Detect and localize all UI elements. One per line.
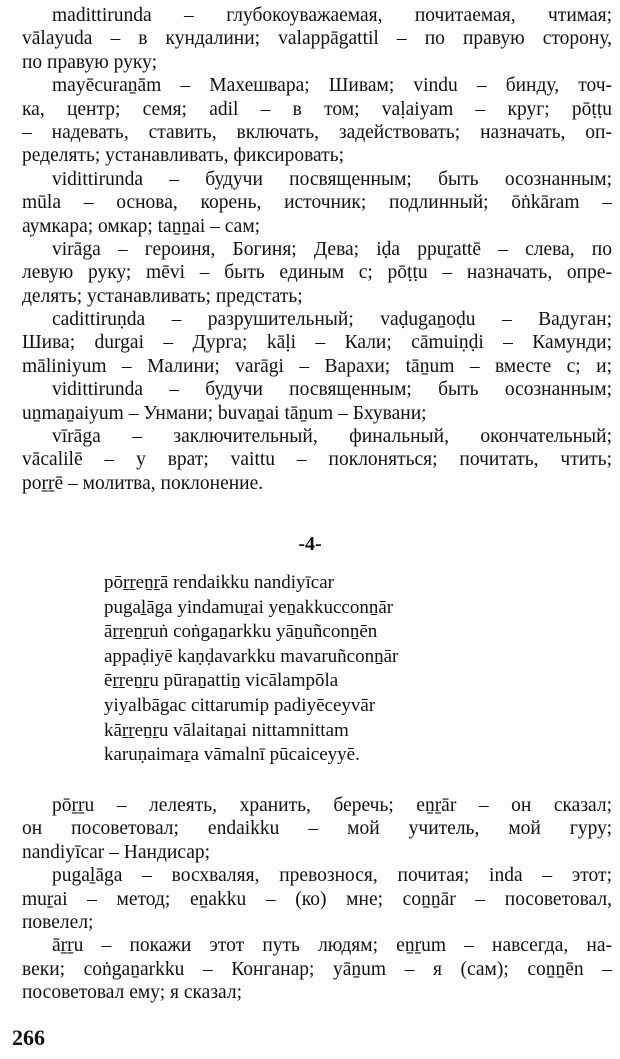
text-line: посоветовал ему; я сказал;: [22, 982, 243, 1004]
text-line: веки; coṅgaṉarkku – Конганар; yāṉum – я (сам); coṉṉēn –: [22, 958, 612, 980]
verse-line: pōṟṟeṉṟā rendaikku nandiyīcar: [104, 572, 335, 593]
text-line: vidittirunda – будучи посвященным; быть осознанным;: [52, 168, 612, 190]
text-line: mūla – основа, корень, источник; подлинный; ōṅkāram –: [22, 192, 612, 214]
text-line: pugaḻāga – восхваляя, превознося, почитая; inda – этот;: [52, 865, 612, 887]
text-line: āṟṟu – покажи этот путь людям; eṉṟum – навсегда, на-: [52, 935, 612, 957]
text-line: muṟai – метод; eṉakku – (ко) мне; coṉṉār – посоветовал,: [22, 888, 612, 910]
text-line: vidittirunda – будучи посвященным; быть осознанным;: [52, 379, 612, 401]
text-line: vālayuda – в кундалини; valappāgattil – по правую сторону,: [22, 28, 612, 50]
text-line: cadittiruṇda – разрушительный; vaḍugaṉoḍu – Вадуган;: [52, 309, 612, 331]
text-line: mayēcuraṉām – Махешвара; Шивам; vindu – бинду, точ-: [52, 75, 612, 97]
page-number: 266: [12, 1025, 45, 1050]
text-line: vācalilē – у врат; vaittu – поклоняться; почитать, чтить;: [22, 449, 612, 471]
text-line: повелел;: [22, 911, 94, 933]
verse-line: āṟṟeṉṟuṅ coṅgaṉarkku yāṉuñconṉēn: [104, 621, 378, 643]
text-line: Шива; durgai – Дурга; kāḷi – Кали; cāmuiṇḍi – Камунди;: [22, 332, 612, 354]
text-line: madittirunda – глубокоуважаемая, почитаемая, чтимая;: [52, 5, 612, 26]
verse-line: karuṇaimaṟa vāmalnī pūcaiceyyē.: [104, 744, 360, 766]
glossary-block-bottom: [22, 794, 612, 1005]
verse-line: yiyalbāgac cittarumip padiyēceyvār: [104, 694, 376, 716]
verse-line: kāṟṟeṉṟu vālaitaṉai nittamnittam: [104, 719, 349, 741]
text-line: pōṟṟu – лелеять, хранить, беречь; eṉṟār – он сказал;: [52, 795, 612, 816]
text-line: māliniyum – Малини; varāgi – Варахи; tāṉum – вместе с; и;: [22, 355, 612, 377]
verse-line: pugaḻāga yindamuṟai yeṉakkucconṉār: [104, 596, 394, 618]
text-line: делять; устанавливать; предстать;: [22, 285, 303, 307]
text-line: poṟṟē – молитва, поклонение.: [22, 472, 264, 494]
text-line: аумкара; омкар; taṉṉai – сам;: [22, 215, 261, 237]
glossary-block-top: [22, 4, 612, 495]
text-line: virāga – героиня, Богиня; Дева; iḍa ppuṟattē – слева, по: [52, 238, 612, 260]
verse-line: appaḍiyē kaṇḍavarkku mavaruñconṉār: [104, 645, 399, 667]
verse-block: [104, 571, 398, 768]
text-line: ка, центр; семя; adil – в том; vaḷaiyam – круг; pōṭṭu: [22, 98, 612, 120]
text-line: по правую руку;: [22, 51, 157, 73]
text-line: nandiyīcar – Нандисар;: [22, 841, 211, 863]
text-line: uṉmaṉaiyum – Унмани; buvaṉai tāṉum – Бхувани;: [22, 402, 427, 424]
verse-line: ēṟṟeṉṟu pūraṉattiṉ vicālampōla: [104, 670, 339, 692]
text-line: ределять; устанавливать, фиксировать;: [22, 145, 345, 167]
text-line: – надевать, ставить, включать, задействовать; назначать, оп-: [22, 121, 612, 143]
section-heading: -4-: [298, 533, 322, 555]
text-line: он посоветовал; endaikku – мой учитель, мой гуру;: [22, 818, 612, 840]
text-line: левую руку; mēvi – быть единым с; pōṭṭu – назначать, опре-: [22, 262, 612, 284]
text-line: vīrāga – заключительный, финальный, окончательный;: [52, 426, 612, 448]
